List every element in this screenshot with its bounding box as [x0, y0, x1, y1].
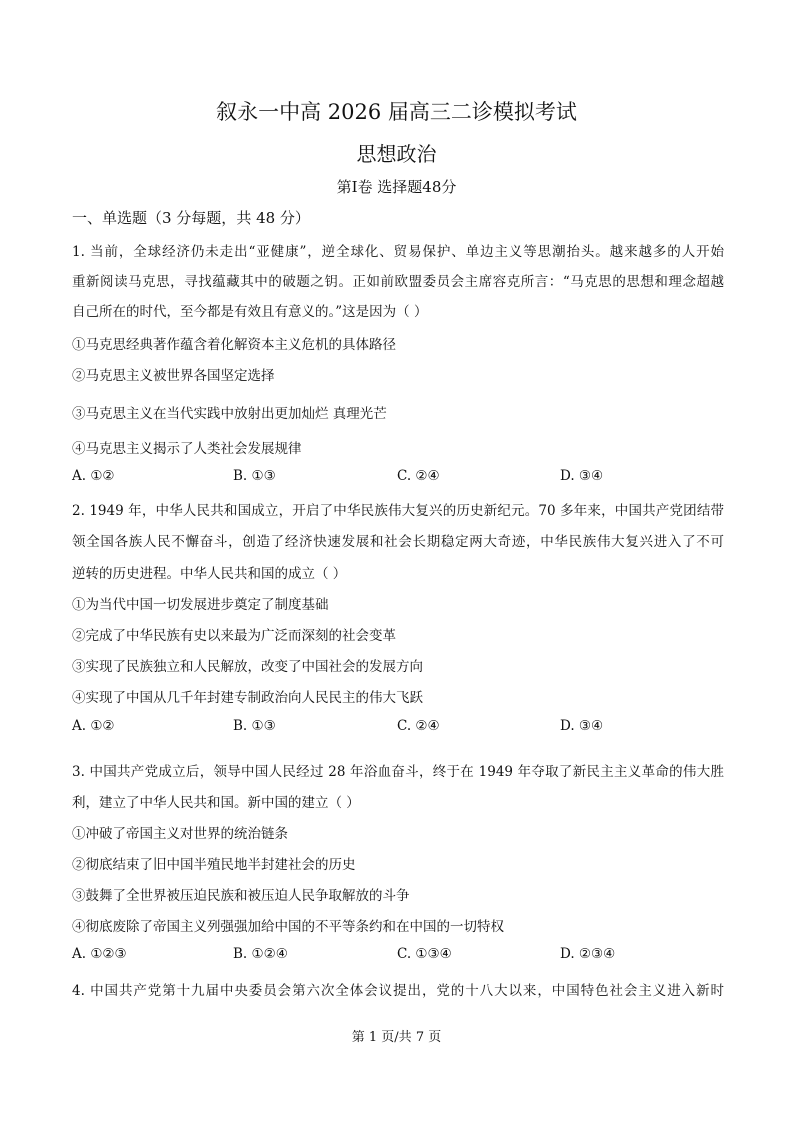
question-1-line-1: 1. 当前，全球经济仍未走出“亚健康”，逆全球化、贸易保护、单边主义等思潮抬头。越来越多的人开始 — [72, 244, 724, 260]
option-a: A. ①②③ — [72, 946, 127, 962]
question-2-item-1: ①为当代中国一切发展进步奠定了制度基础 — [72, 597, 329, 613]
option-b: B. ①③ — [233, 468, 276, 484]
question-3-item-2: ②彻底结束了旧中国半殖民地半封建社会的历史 — [72, 857, 356, 873]
option-b: B. ①②④ — [233, 946, 288, 962]
option-a: A. ①② — [72, 718, 115, 734]
question-3-item-1: ①冲破了帝国主义对世界的统治链条 — [72, 826, 288, 842]
question-3-options — [72, 946, 724, 966]
question-1-item-2: ②马克思主义被世界各国坚定选择 — [72, 368, 275, 384]
option-d: D. ③④ — [560, 718, 604, 734]
question-2-item-3: ③实现了民族独立和人民解放，改变了中国社会的发展方向 — [72, 659, 423, 675]
question-3-line-1: 3. 中国共产党成立后，领导中国人民经过 28 年浴血奋斗，终于在 1949 年夺取了新民主主义革命的伟大胜 — [72, 764, 724, 780]
question-1-options — [72, 468, 724, 488]
question-3-line-2: 利，建立了中华人民共和国。新中国的建立（ ） — [72, 795, 360, 811]
option-c: C. ②④ — [397, 468, 440, 484]
question-2-line-2: 领全国各族人民不懈奋斗，创造了经济快速发展和社会长期稳定两大奇迹，中华民族伟大复兴进入了不可 — [72, 534, 724, 550]
option-b: B. ①③ — [233, 718, 276, 734]
question-1-item-1: ①马克思经典著作蕴含着化解资本主义危机的具体路径 — [72, 337, 396, 353]
option-d: D. ③④ — [560, 468, 604, 484]
question-1-item-4: ④马克思主义揭示了人类社会发展规律 — [72, 441, 302, 457]
question-2-item-2: ②完成了中华民族有史以来最为广泛而深刻的社会变革 — [72, 628, 396, 644]
question-1-item-3: ③马克思主义在当代实践中放射出更加灿烂 真理光芒 — [72, 406, 387, 422]
question-1-line-2: 重新阅读马克思，寻找蕴藏其中的破题之钥。正如前欧盟委员会主席容克所言：“马克思的思想和理念超越 — [72, 274, 724, 290]
option-c: C. ①③④ — [397, 946, 452, 962]
question-2-options — [72, 718, 724, 738]
option-d: D. ②③④ — [560, 946, 616, 962]
page-footer: 第 1 页/共 7 页 — [351, 1030, 442, 1045]
section-heading: 一、单选题（3 分每题，共 48 分） — [72, 209, 310, 227]
question-2-line-1: 2. 1949 年，中华人民共和国成立，开启了中华民族伟大复兴的历史新纪元。70 多年来，中国共产党团结带 — [72, 503, 724, 519]
question-2-line-3: 逆转的历史进程。中华人民共和国的成立（ ） — [72, 566, 347, 582]
question-3-item-3: ③鼓舞了全世界被压迫民族和被压迫人民争取解放的斗争 — [72, 888, 410, 904]
subject-title: 思想政治 — [356, 142, 437, 166]
question-3-item-4: ④彻底废除了帝国主义列强强加给中国的不平等条约和在中国的一切特权 — [72, 919, 504, 935]
option-c: C. ②④ — [397, 718, 440, 734]
part-title: 第Ⅰ卷 选择题48分 — [336, 178, 457, 196]
option-a: A. ①② — [72, 468, 115, 484]
question-1-line-3: 自己所在的时代，至今都是有效且有意义的。”这是因为（ ） — [72, 304, 428, 320]
exam-title: 叙永一中高 2026 届高三二诊模拟考试 — [216, 100, 577, 124]
question-4-line-1: 4. 中国共产党第十九届中央委员会第六次全体会议提出，党的十八大以来，中国特色社会主义进入新时 — [72, 983, 724, 999]
question-2-item-4: ④实现了中国从几千年封建专制政治向人民民主的伟大飞跃 — [72, 690, 423, 706]
